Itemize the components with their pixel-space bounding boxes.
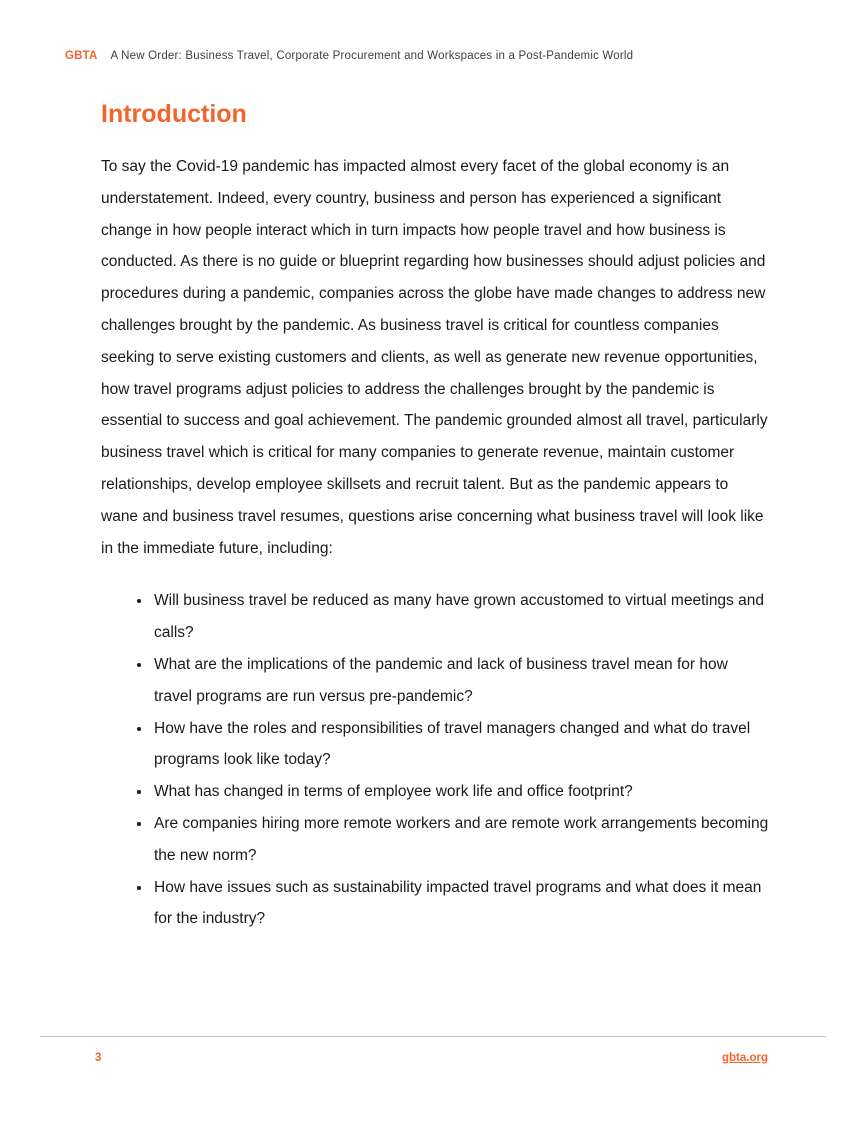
page-number: 3 [95,1052,102,1064]
page-footer [40,1050,826,1070]
gbta-logo: GBTA [65,50,98,62]
page-header [65,50,633,62]
report-title: A New Order: Business Travel, Corporate Procurement and Workspaces in a Post-Pandemic World [110,50,634,62]
list-item: • What has changed in terms of employee work life and office footprint? [152,776,769,808]
question-list [101,585,769,935]
list-item: • Will business travel be reduced as many have grown accustomed to virtual meetings and calls? [152,585,769,649]
gbta-org-link[interactable]: gbta.org [722,1052,768,1064]
list-item: • Are companies hiring more remote workers and are remote work arrangements becoming the new norm? [152,808,769,872]
footer-divider [40,1036,826,1037]
main-content [101,99,769,935]
section-heading: Introduction [101,100,247,128]
intro-paragraph: To say the Covid-19 pandemic has impacted almost every facet of the global economy is an understatement. Indeed, every country, business and person has experienced a significant change in how people interact which in turn impacts how people travel and how business is conducted. As there is no guide or blueprint regarding how businesses should adjust policies and procedures during a pandemic, companies across the globe have made changes to address new challenges brought by the pandemic. As business travel is critical for countless companies seeking to serve existing customers and clients, as well as generate new revenue opportunities, how travel programs adjust policies to address the challenges brought by the pandemic is essential to success and goal achievement. The pandemic grounded almost all travel, particularly business travel which is critical for many companies to generate revenue, maintain customer relationships, develop employee skillsets and recruit talent. But as the pandemic appears to wane and business travel resumes, questions arise concerning what business travel will look like in the immediate future, including: [101,158,768,557]
list-item: • How have issues such as sustainability impacted travel programs and what does it mean for the industry? [152,872,769,936]
list-item: • What are the implications of the pandemic and lack of business travel mean for how travel programs are run versus pre-pandemic? [152,649,769,713]
list-item: • How have the roles and responsibilities of travel managers changed and what do travel programs look like today? [152,713,769,777]
